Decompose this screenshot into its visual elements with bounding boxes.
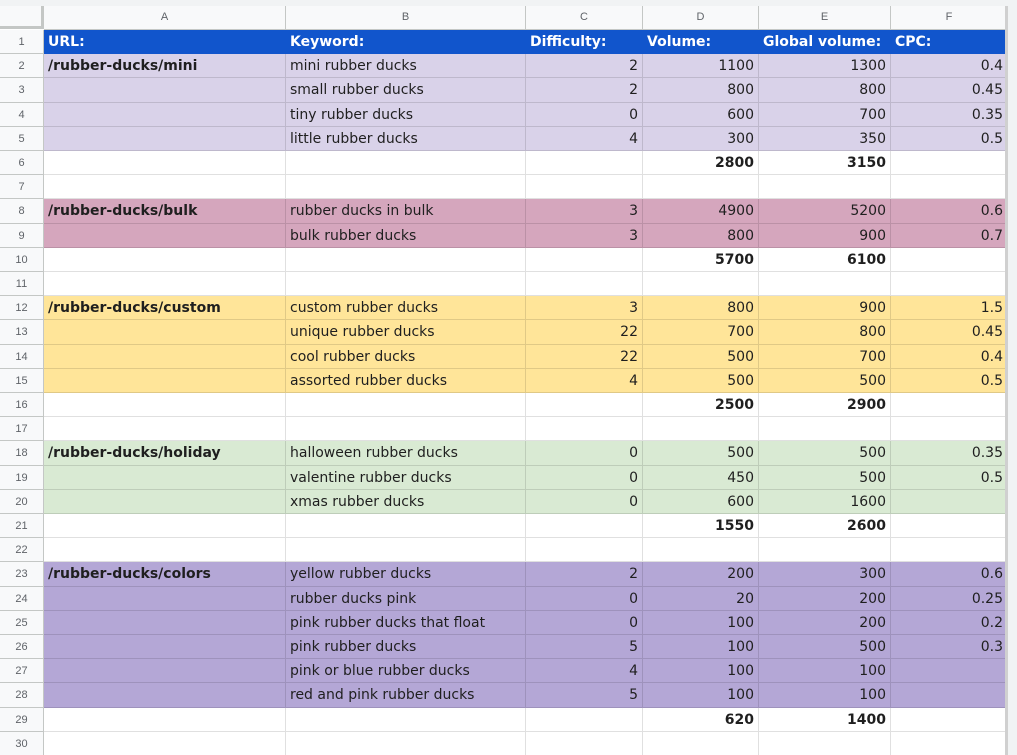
cell-global-volume-r5[interactable]: 350 [759, 127, 891, 151]
cell-keyword-r21[interactable] [286, 514, 526, 538]
cell-url-r23[interactable]: /rubber-ducks/colors [44, 562, 286, 586]
cell-difficulty-r18[interactable]: 0 [526, 441, 643, 465]
cell-cpc-r2[interactable]: 0.4 [891, 54, 1008, 78]
cell-volume-r27[interactable]: 100 [643, 659, 759, 683]
column-header-d[interactable]: D [643, 6, 759, 30]
row-header-2[interactable]: 2 [0, 54, 44, 78]
row-header-20[interactable]: 20 [0, 490, 44, 514]
cell-difficulty-r11[interactable] [526, 272, 643, 296]
cell-difficulty-r30[interactable] [526, 732, 643, 755]
cell-cpc-r23[interactable]: 0.6 [891, 562, 1008, 586]
cell-volume-r23[interactable]: 200 [643, 562, 759, 586]
cell-url-r15[interactable] [44, 369, 286, 393]
cell-difficulty-r8[interactable]: 3 [526, 199, 643, 223]
row-header-19[interactable]: 19 [0, 466, 44, 490]
cell-cpc-r19[interactable]: 0.5 [891, 466, 1008, 490]
cell-global-volume-r14[interactable]: 700 [759, 345, 891, 369]
cell-url-r19[interactable] [44, 466, 286, 490]
cell-url-r20[interactable] [44, 490, 286, 514]
cell-volume-r30[interactable] [643, 732, 759, 755]
cell-cpc-r25[interactable]: 0.2 [891, 611, 1008, 635]
cell-global-volume-r22[interactable] [759, 538, 891, 562]
cell-cpc-r4[interactable]: 0.35 [891, 103, 1008, 127]
cell-difficulty-r27[interactable]: 4 [526, 659, 643, 683]
cell-url-r6[interactable] [44, 151, 286, 175]
cell-difficulty-r1[interactable]: Difficulty: [526, 30, 643, 54]
cell-global-volume-r30[interactable] [759, 732, 891, 755]
cell-keyword-r3[interactable]: small rubber ducks [286, 78, 526, 102]
cell-global-volume-r18[interactable]: 500 [759, 441, 891, 465]
cell-global-volume-r19[interactable]: 500 [759, 466, 891, 490]
cell-cpc-r6[interactable] [891, 151, 1008, 175]
cell-keyword-r9[interactable]: bulk rubber ducks [286, 224, 526, 248]
cell-cpc-r10[interactable] [891, 248, 1008, 272]
cell-global-volume-r25[interactable]: 200 [759, 611, 891, 635]
cell-volume-r7[interactable] [643, 175, 759, 199]
cell-url-r24[interactable] [44, 587, 286, 611]
row-header-22[interactable]: 22 [0, 538, 44, 562]
cell-volume-r8[interactable]: 4900 [643, 199, 759, 223]
cell-keyword-r30[interactable] [286, 732, 526, 755]
cell-url-r14[interactable] [44, 345, 286, 369]
cell-volume-r25[interactable]: 100 [643, 611, 759, 635]
cell-cpc-r20[interactable] [891, 490, 1008, 514]
cell-cpc-r14[interactable]: 0.4 [891, 345, 1008, 369]
row-header-28[interactable]: 28 [0, 683, 44, 707]
cell-keyword-r18[interactable]: halloween rubber ducks [286, 441, 526, 465]
cell-url-r16[interactable] [44, 393, 286, 417]
cell-global-volume-r15[interactable]: 500 [759, 369, 891, 393]
cell-keyword-r17[interactable] [286, 417, 526, 441]
row-header-29[interactable]: 29 [0, 708, 44, 732]
cell-volume-r20[interactable]: 600 [643, 490, 759, 514]
cell-difficulty-r4[interactable]: 0 [526, 103, 643, 127]
cell-keyword-r19[interactable]: valentine rubber ducks [286, 466, 526, 490]
row-header-16[interactable]: 16 [0, 393, 44, 417]
cell-global-volume-r16[interactable]: 2900 [759, 393, 891, 417]
cell-difficulty-r15[interactable]: 4 [526, 369, 643, 393]
cell-keyword-r24[interactable]: rubber ducks pink [286, 587, 526, 611]
row-header-5[interactable]: 5 [0, 127, 44, 151]
cell-volume-r22[interactable] [643, 538, 759, 562]
cell-difficulty-r10[interactable] [526, 248, 643, 272]
cell-global-volume-r28[interactable]: 100 [759, 683, 891, 707]
row-header-23[interactable]: 23 [0, 562, 44, 586]
cell-volume-r21[interactable]: 1550 [643, 514, 759, 538]
column-header-c[interactable]: C [526, 6, 643, 30]
cell-volume-r24[interactable]: 20 [643, 587, 759, 611]
cell-cpc-r11[interactable] [891, 272, 1008, 296]
column-header-f[interactable]: F [891, 6, 1008, 30]
cell-volume-r13[interactable]: 700 [643, 320, 759, 344]
cell-difficulty-r21[interactable] [526, 514, 643, 538]
cell-difficulty-r20[interactable]: 0 [526, 490, 643, 514]
cell-keyword-r14[interactable]: cool rubber ducks [286, 345, 526, 369]
row-header-14[interactable]: 14 [0, 345, 44, 369]
cell-keyword-r4[interactable]: tiny rubber ducks [286, 103, 526, 127]
cell-global-volume-r17[interactable] [759, 417, 891, 441]
cell-url-r8[interactable]: /rubber-ducks/bulk [44, 199, 286, 223]
cell-keyword-r11[interactable] [286, 272, 526, 296]
cell-global-volume-r7[interactable] [759, 175, 891, 199]
cell-volume-r28[interactable]: 100 [643, 683, 759, 707]
cell-cpc-r7[interactable] [891, 175, 1008, 199]
cell-global-volume-r11[interactable] [759, 272, 891, 296]
column-header-b[interactable]: B [286, 6, 526, 30]
cell-url-r29[interactable] [44, 708, 286, 732]
row-header-17[interactable]: 17 [0, 417, 44, 441]
right-edge [1008, 6, 1017, 755]
cell-global-volume-r2[interactable]: 1300 [759, 54, 891, 78]
cell-url-r11[interactable] [44, 272, 286, 296]
column-header-a[interactable]: A [44, 6, 286, 30]
cell-global-volume-r10[interactable]: 6100 [759, 248, 891, 272]
row-header-11[interactable]: 11 [0, 272, 44, 296]
cell-cpc-r28[interactable] [891, 683, 1008, 707]
cell-global-volume-r13[interactable]: 800 [759, 320, 891, 344]
cell-keyword-r22[interactable] [286, 538, 526, 562]
cell-url-r3[interactable] [44, 78, 286, 102]
cell-volume-r26[interactable]: 100 [643, 635, 759, 659]
column-header-e[interactable]: E [759, 6, 891, 30]
cell-url-r17[interactable] [44, 417, 286, 441]
row-header-1[interactable]: 1 [0, 30, 44, 54]
cell-url-r22[interactable] [44, 538, 286, 562]
cell-url-r1[interactable]: URL: [44, 30, 286, 54]
cell-cpc-r8[interactable]: 0.6 [891, 199, 1008, 223]
cell-keyword-r8[interactable]: rubber ducks in bulk [286, 199, 526, 223]
cell-keyword-r16[interactable] [286, 393, 526, 417]
cell-cpc-r15[interactable]: 0.5 [891, 369, 1008, 393]
cell-url-r5[interactable] [44, 127, 286, 151]
row-header-4[interactable]: 4 [0, 103, 44, 127]
cell-volume-r17[interactable] [643, 417, 759, 441]
cell-keyword-r12[interactable]: custom rubber ducks [286, 296, 526, 320]
cell-keyword-r5[interactable]: little rubber ducks [286, 127, 526, 151]
cell-keyword-r15[interactable]: assorted rubber ducks [286, 369, 526, 393]
cell-difficulty-r5[interactable]: 4 [526, 127, 643, 151]
cell-difficulty-r12[interactable]: 3 [526, 296, 643, 320]
cell-url-r27[interactable] [44, 659, 286, 683]
cell-cpc-r3[interactable]: 0.45 [891, 78, 1008, 102]
cell-global-volume-r26[interactable]: 500 [759, 635, 891, 659]
cell-difficulty-r2[interactable]: 2 [526, 54, 643, 78]
cell-volume-r12[interactable]: 800 [643, 296, 759, 320]
row-header-3[interactable]: 3 [0, 78, 44, 102]
cell-difficulty-r13[interactable]: 22 [526, 320, 643, 344]
cell-cpc-r30[interactable] [891, 732, 1008, 755]
cell-cpc-r26[interactable]: 0.3 [891, 635, 1008, 659]
cell-volume-r4[interactable]: 600 [643, 103, 759, 127]
cell-cpc-r22[interactable] [891, 538, 1008, 562]
cell-difficulty-r23[interactable]: 2 [526, 562, 643, 586]
cell-cpc-r21[interactable] [891, 514, 1008, 538]
cell-keyword-r26[interactable]: pink rubber ducks [286, 635, 526, 659]
row-header-30[interactable]: 30 [0, 732, 44, 755]
cell-difficulty-r9[interactable]: 3 [526, 224, 643, 248]
cell-cpc-r13[interactable]: 0.45 [891, 320, 1008, 344]
cell-difficulty-r28[interactable]: 5 [526, 683, 643, 707]
cell-difficulty-r16[interactable] [526, 393, 643, 417]
cell-keyword-r7[interactable] [286, 175, 526, 199]
cell-volume-r6[interactable]: 2800 [643, 151, 759, 175]
cell-global-volume-r20[interactable]: 1600 [759, 490, 891, 514]
cell-url-r12[interactable]: /rubber-ducks/custom [44, 296, 286, 320]
cell-keyword-r25[interactable]: pink rubber ducks that float [286, 611, 526, 635]
select-all-corner[interactable] [0, 6, 44, 29]
cell-keyword-r6[interactable] [286, 151, 526, 175]
cell-volume-r2[interactable]: 1100 [643, 54, 759, 78]
cell-difficulty-r14[interactable]: 22 [526, 345, 643, 369]
cell-global-volume-r12[interactable]: 900 [759, 296, 891, 320]
cell-global-volume-r29[interactable]: 1400 [759, 708, 891, 732]
row-header-25[interactable]: 25 [0, 611, 44, 635]
cell-url-r26[interactable] [44, 635, 286, 659]
cell-difficulty-r25[interactable]: 0 [526, 611, 643, 635]
cell-global-volume-r8[interactable]: 5200 [759, 199, 891, 223]
cell-cpc-r18[interactable]: 0.35 [891, 441, 1008, 465]
cell-url-r2[interactable]: /rubber-ducks/mini [44, 54, 286, 78]
cell-difficulty-r22[interactable] [526, 538, 643, 562]
cell-difficulty-r17[interactable] [526, 417, 643, 441]
cell-cpc-r17[interactable] [891, 417, 1008, 441]
cell-keyword-r20[interactable]: xmas rubber ducks [286, 490, 526, 514]
cell-keyword-r29[interactable] [286, 708, 526, 732]
cell-volume-r1[interactable]: Volume: [643, 30, 759, 54]
cell-volume-r3[interactable]: 800 [643, 78, 759, 102]
cell-global-volume-r1[interactable]: Global volume: [759, 30, 891, 54]
cell-volume-r15[interactable]: 500 [643, 369, 759, 393]
cell-keyword-r13[interactable]: unique rubber ducks [286, 320, 526, 344]
cell-cpc-r5[interactable]: 0.5 [891, 127, 1008, 151]
cell-keyword-r28[interactable]: red and pink rubber ducks [286, 683, 526, 707]
row-header-6[interactable]: 6 [0, 151, 44, 175]
cell-global-volume-r4[interactable]: 700 [759, 103, 891, 127]
cell-volume-r29[interactable]: 620 [643, 708, 759, 732]
cell-cpc-r29[interactable] [891, 708, 1008, 732]
cell-volume-r10[interactable]: 5700 [643, 248, 759, 272]
cell-url-r30[interactable] [44, 732, 286, 755]
row-header-18[interactable]: 18 [0, 441, 44, 465]
cell-difficulty-r3[interactable]: 2 [526, 78, 643, 102]
row-header-10[interactable]: 10 [0, 248, 44, 272]
row-header-7[interactable]: 7 [0, 175, 44, 199]
cell-url-r28[interactable] [44, 683, 286, 707]
cell-global-volume-r3[interactable]: 800 [759, 78, 891, 102]
cell-global-volume-r9[interactable]: 900 [759, 224, 891, 248]
cell-keyword-r23[interactable]: yellow rubber ducks [286, 562, 526, 586]
cell-url-r9[interactable] [44, 224, 286, 248]
cell-keyword-r10[interactable] [286, 248, 526, 272]
cell-volume-r11[interactable] [643, 272, 759, 296]
cell-difficulty-r29[interactable] [526, 708, 643, 732]
cell-url-r13[interactable] [44, 320, 286, 344]
cell-volume-r14[interactable]: 500 [643, 345, 759, 369]
cell-url-r7[interactable] [44, 175, 286, 199]
cell-url-r21[interactable] [44, 514, 286, 538]
cell-cpc-r1[interactable]: CPC: [891, 30, 1008, 54]
cell-cpc-r27[interactable] [891, 659, 1008, 683]
row-header-15[interactable]: 15 [0, 369, 44, 393]
cell-difficulty-r19[interactable]: 0 [526, 466, 643, 490]
cell-keyword-r27[interactable]: pink or blue rubber ducks [286, 659, 526, 683]
cell-keyword-r2[interactable]: mini rubber ducks [286, 54, 526, 78]
cell-url-r10[interactable] [44, 248, 286, 272]
cell-difficulty-r26[interactable]: 5 [526, 635, 643, 659]
cell-difficulty-r7[interactable] [526, 175, 643, 199]
cell-url-r25[interactable] [44, 611, 286, 635]
row-header-12[interactable]: 12 [0, 296, 44, 320]
cell-cpc-r24[interactable]: 0.25 [891, 587, 1008, 611]
row-header-21[interactable]: 21 [0, 514, 44, 538]
cell-global-volume-r6[interactable]: 3150 [759, 151, 891, 175]
cell-keyword-r1[interactable]: Keyword: [286, 30, 526, 54]
row-header-8[interactable]: 8 [0, 199, 44, 223]
cell-volume-r18[interactable]: 500 [643, 441, 759, 465]
cell-cpc-r9[interactable]: 0.7 [891, 224, 1008, 248]
cell-global-volume-r21[interactable]: 2600 [759, 514, 891, 538]
row-header-26[interactable]: 26 [0, 635, 44, 659]
cell-volume-r19[interactable]: 450 [643, 466, 759, 490]
row-header-9[interactable]: 9 [0, 224, 44, 248]
row-header-24[interactable]: 24 [0, 587, 44, 611]
cell-difficulty-r6[interactable] [526, 151, 643, 175]
cell-global-volume-r23[interactable]: 300 [759, 562, 891, 586]
cell-difficulty-r24[interactable]: 0 [526, 587, 643, 611]
cell-global-volume-r27[interactable]: 100 [759, 659, 891, 683]
cell-volume-r5[interactable]: 300 [643, 127, 759, 151]
cell-global-volume-r24[interactable]: 200 [759, 587, 891, 611]
row-header-27[interactable]: 27 [0, 659, 44, 683]
cell-url-r18[interactable]: /rubber-ducks/holiday [44, 441, 286, 465]
cell-url-r4[interactable] [44, 103, 286, 127]
cell-volume-r9[interactable]: 800 [643, 224, 759, 248]
cell-cpc-r16[interactable] [891, 393, 1008, 417]
cell-volume-r16[interactable]: 2500 [643, 393, 759, 417]
cell-cpc-r12[interactable]: 1.5 [891, 296, 1008, 320]
row-header-13[interactable]: 13 [0, 320, 44, 344]
